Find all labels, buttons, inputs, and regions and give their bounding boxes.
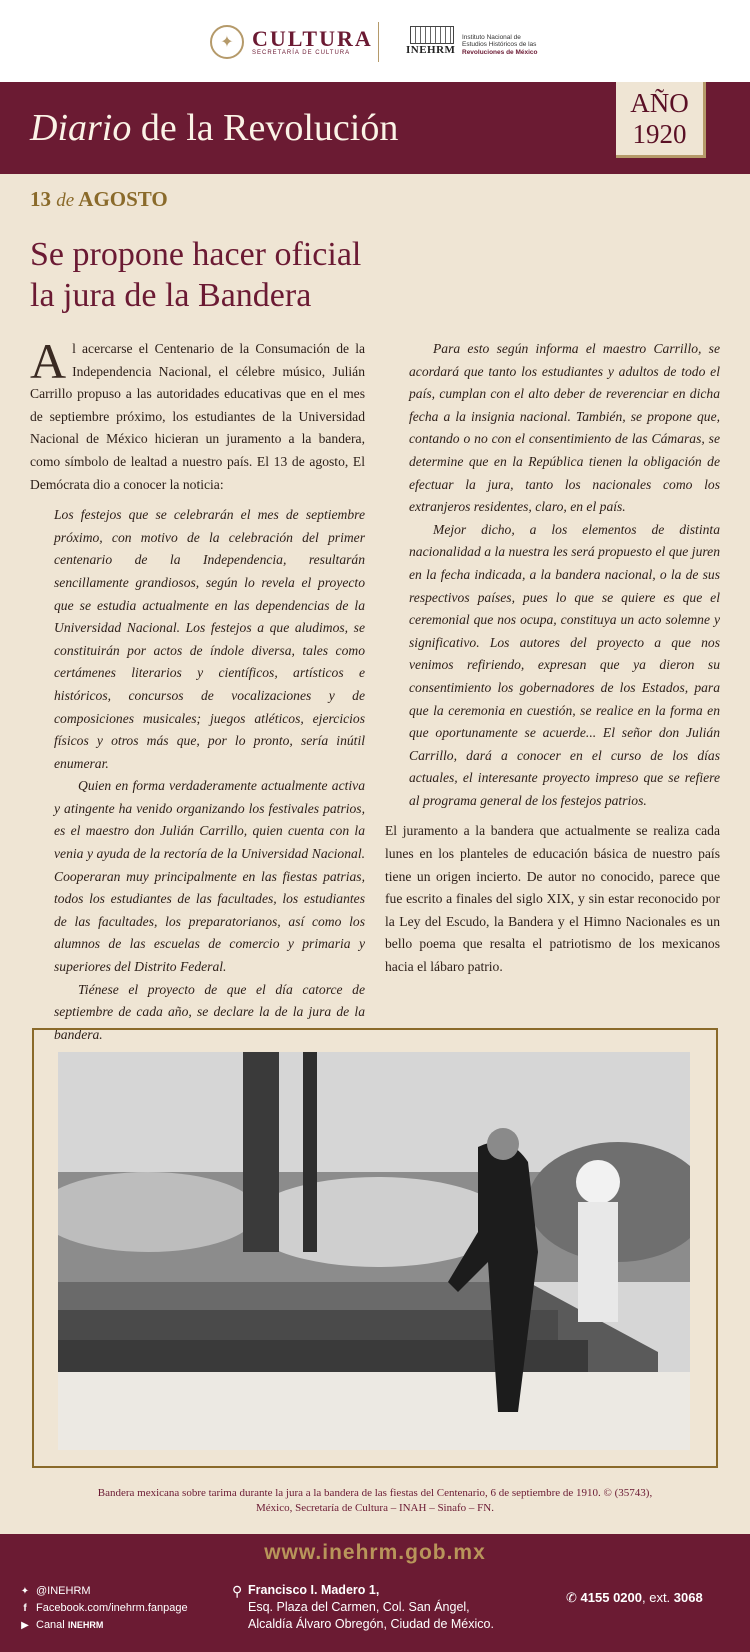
phone-icon: ✆ <box>566 1590 577 1605</box>
address-line2: Esq. Plaza del Carmen, Col. San Ángel, <box>248 1600 470 1614</box>
youtube-label: Canal <box>36 1619 65 1631</box>
location-pin-icon: ⚲ <box>232 1583 243 1599</box>
twitter-icon: ✦ <box>20 1586 30 1597</box>
headline-line2: la jura de la Bandera <box>30 277 312 314</box>
quote-block-right <box>385 338 720 812</box>
inehrm-line2: Estudios Históricos de las <box>462 41 537 48</box>
closing-paragraph: El juramento a la bandera que actualmente se realiza cada lunes en los planteles de educación básica de nuestro país tiene un origen incierto. De autor no conocido, parece que fue escrito a finales del siglo XIX, y sin estar reconocido por la Ley del Escudo, la Bandera y el Himno Nacionales es un bello poema que resalta el patriotismo de los mexicanos hacia el lábaro patrio. <box>385 823 720 975</box>
headline-line1: Se propone hacer oficial <box>30 236 362 273</box>
quote-paragraph-3: Tiénese el proyecto de que el día catorce de septiembre de cada año, se declare la de la jura de la bandera. <box>54 981 365 1042</box>
website-link[interactable]: www.inehrm.gob.mx <box>264 1541 486 1564</box>
right-column <box>385 338 720 979</box>
quote-paragraph-1: Los festejos que se celebrarán el mes de septiembre próximo, con motivo de la celebración del primer centenario de la Independencia, resultarán sencillamente grandiosos, según lo revela el proyecto que se estudia actualmente en las dependencias de la Universidad Nacional. Los festejos a que aludimos, se constituirán por actos de índole diversa, tales como certámenes literarios y científicos, artísticos e históricos, concursos de vocalizaciones y de composiciones musicales; juegos atléticos, ejercicios físicos y otros más que, por lo pronto, sería inútil enumerar. <box>54 507 365 771</box>
address-line1: Francisco I. Madero 1, <box>248 1583 380 1597</box>
year-value: 1920 <box>632 119 687 149</box>
banner-title <box>30 106 398 150</box>
social-links <box>18 1583 188 1634</box>
year-box <box>616 82 706 158</box>
banner-title-rest: de la Revolución <box>140 107 399 149</box>
cultura-logo <box>210 22 373 62</box>
inehrm-wordmark: INEHRM <box>406 44 456 56</box>
photo-caption <box>30 1486 720 1516</box>
historical-photo <box>58 1052 690 1450</box>
building-icon <box>410 26 454 44</box>
year-label: AÑO <box>630 88 689 118</box>
address <box>232 1582 494 1633</box>
twitter-handle: @INEHRM <box>36 1585 91 1597</box>
facebook-link[interactable] <box>18 1600 188 1617</box>
photo-illustration <box>58 1052 690 1450</box>
quote-paragraph-4: Para esto según informa el maestro Carrillo, se acordará que tanto los estudiantes y adultos de todo el país, cumplan con el alto deber de reverenciar en dicha fecha a la insignia nacional. También, se propone que, contando o no con el consentimiento de las Cámaras, se determine que en la República tienen la obligación de efectuar la jura, tanto los nacionales como los extranjeros residentes, claro, en el país. <box>409 341 720 515</box>
banner-title-italic: Diario <box>30 107 132 149</box>
date-month: AGOSTO <box>78 187 168 211</box>
quote-paragraph-2: Quien en forma verdaderamente actualmente activa y atingente ha venido organizando los festivales patrios, es el maestro don Julián Carrillo, quien cuenta con la venia y ayuda de la rectoría de la Universidad Nacional. Cooperaran muy principalmente en las fiestas patrias, todos los estudiantes de las facultades, los estudiantes de las facultades, los preparatorianos, así como los alumnos de las escuelas de comercio y primaria y superiores del Distrito Federal. <box>54 778 365 975</box>
date-de: de <box>56 190 75 211</box>
ext-label: , ext. <box>641 1590 671 1605</box>
inehrm-logo <box>406 26 538 56</box>
phone <box>566 1590 703 1606</box>
date-day: 13 <box>30 187 51 211</box>
logo-header <box>0 0 750 82</box>
facebook-icon: f <box>23 1603 27 1614</box>
left-column <box>30 333 365 1046</box>
quote-block-left <box>30 504 365 1046</box>
quote-paragraph-5: Mejor dicho, a los elementos de distinta nacionalidad a la nuestra les será propuesto el que juren en la fecha indicada, a la bandera nacional, o la de sus respectivos países, pues lo que se quiere es que el ceremonial que nos ocupa, constituya un acto solemne y significativo. Los autores del proyecto a que nos venimos refiriendo, expresan que ya dieron su consentimiento los gobernadores de los Estados, para que la ceremonia en cuestión, se realice en la forma en que oportunamente se acuerde... El señor don Julián Carrillo, dará a conocer en el curso de los días actuales, el interesante proyecto impreso que se refiere al programa general de los festejos patrios. <box>409 521 720 808</box>
twitter-link[interactable] <box>18 1583 188 1600</box>
article-date <box>30 187 168 212</box>
caption-line1: Bandera mexicana sobre tarima durante la jura a la bandera de las fiestas del Centenario, 6 de septiembre de 1910. © (35743), <box>97 1487 653 1499</box>
intro-text: l acercarse el Centenario de la Consumación de la Independencia Nacional, el célebre músico, Julián Carrillo propuso a las autoridades educativas que en el mes de septiembre próximo, los estudiantes de la Universidad Nacional de México hicieran un juramento a la bandera, como símbolo de lealtad a nuestro país. El 13 de agosto, El Demócrata dio a conocer la noticia: <box>30 341 365 492</box>
inehrm-line3: Revoluciones de México <box>462 48 538 56</box>
eagle-seal-icon: ✦ <box>210 25 244 59</box>
address-line3: Alcaldía Álvaro Obregón, Ciudad de México. <box>248 1617 494 1631</box>
inehrm-line1: Instituto Nacional de <box>462 33 521 41</box>
headline <box>30 234 550 316</box>
facebook-url: Facebook.com/inehrm.fanpage <box>36 1602 188 1614</box>
intro-paragraph <box>30 333 365 496</box>
drop-cap: A <box>30 333 67 389</box>
caption-line2: México, Secretaría de Cultura – INAH – Sinafo – FN. <box>256 1502 494 1514</box>
phone-number: 4155 0200 <box>580 1590 642 1605</box>
youtube-icon: ▶ <box>21 1620 29 1631</box>
logo-divider <box>378 22 379 62</box>
youtube-link[interactable] <box>18 1617 188 1634</box>
cultura-subtitle: SECRETARÍA DE CULTURA <box>252 50 351 56</box>
cultura-title: CULTURA <box>252 26 373 51</box>
phone-ext: 3068 <box>673 1590 703 1605</box>
youtube-channel: INEHRM <box>67 1620 104 1630</box>
